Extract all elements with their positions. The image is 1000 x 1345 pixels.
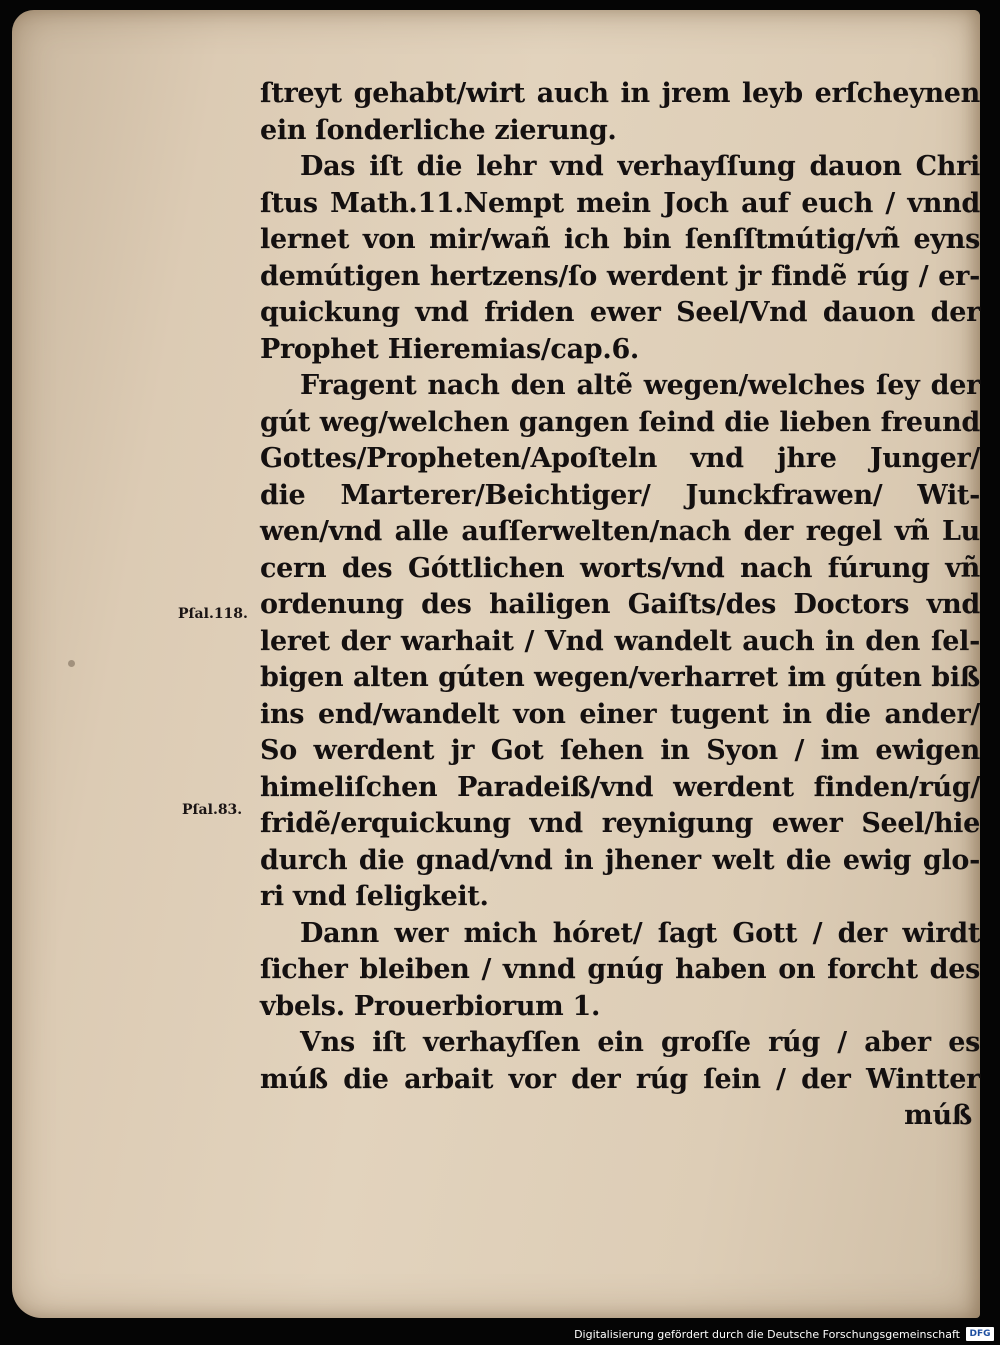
text-line: múß die arbait vor der rúg ſein / der Wintter bbox=[260, 1063, 980, 1095]
funding-credit-text: Digitalisierung gefördert durch die Deutsche Forschungsgemeinschaft bbox=[574, 1327, 960, 1341]
text-line: ein ſonderliche zierung. bbox=[260, 114, 617, 146]
text-line: So werdent jr Got ſehen in Syon / im ewigen bbox=[260, 735, 980, 766]
text-line: die Marterer/Beichtiger/ Junckfrawen/ Wit- bbox=[260, 479, 980, 511]
book-page bbox=[12, 10, 980, 1318]
text-line: himeliſchen Paradeiß/vnd werdent finden/rúg/ bbox=[260, 771, 980, 803]
text-line: ins end/wandelt von einer tugent in die ander/ bbox=[260, 698, 980, 730]
text-line: Prophet Hieremias/cap.6. bbox=[260, 333, 640, 365]
text-line: lernet von mir/wañ ich bin ſenſſtmútig/vñ eyns bbox=[260, 224, 980, 255]
text-line: ſicher bleiben / vnnd gnúg haben on forcht des bbox=[260, 954, 980, 985]
margin-note-psalm-118: Pſal.118. bbox=[178, 606, 248, 622]
text-line: demútigen hertzens/ſo werdent jr findẽ rúg / er- bbox=[260, 260, 980, 292]
body-text bbox=[260, 76, 980, 1135]
catchword: múß bbox=[904, 1100, 972, 1131]
text-line: quickung vnd friden ewer Seel/Vnd dauon der bbox=[260, 297, 980, 328]
text-line: cern des Góttlichen worts/vnd nach fúrung vñ bbox=[260, 552, 980, 584]
text-line: bigen alten gúten wegen/verharret im gúten biß bbox=[260, 662, 980, 693]
text-line: gút weg/welchen gangen ſeind die lieben freund bbox=[260, 406, 980, 438]
text-line: vbels. Prouerbiorum 1. bbox=[260, 990, 601, 1022]
text-line: Gottes/Propheten/Apoſteln vnd jhre Junger/ bbox=[260, 443, 980, 474]
dfg-logo: DFG bbox=[966, 1327, 994, 1341]
text-line: ri vnd ſeligkeit. bbox=[260, 881, 489, 912]
margin-note-psalm-83: Pſal.83. bbox=[182, 802, 243, 818]
paper-stain bbox=[68, 660, 75, 667]
text-line: durch die gnad/vnd in jhener welt die ewig glo- bbox=[260, 844, 980, 876]
text-line: Vns iſt verhayſſen ein groſſe rúg / aber es bbox=[300, 1027, 980, 1058]
text-line: ſtreyt gehabt/wirt auch in jrem leyb erſcheynen bbox=[260, 78, 980, 109]
text-line: leret der warhait / Vnd wandelt auch in den ſel- bbox=[260, 625, 980, 657]
footer-credit bbox=[574, 1327, 994, 1341]
text-line: Das iſt die lehr vnd verhayſſung dauon Chri bbox=[300, 151, 980, 182]
text-line: fridẽ/erquickung vnd reynigung ewer Seel/hie bbox=[260, 808, 980, 839]
text-line: ſtus Math.11.Nempt mein Joch auf euch / vnnd bbox=[260, 187, 980, 219]
text-line: Fragent nach den altẽ wegen/welches ſey der bbox=[300, 370, 980, 401]
text-line: ordenung des hailigen Gaiſts/des Doctors vnd bbox=[260, 589, 980, 620]
text-line: Dann wer mich hóret/ ſagt Gott / der wirdt bbox=[300, 917, 980, 949]
text-line: wen/vnd alle auſſerwelten/nach der regel vñ Lu bbox=[260, 516, 980, 547]
